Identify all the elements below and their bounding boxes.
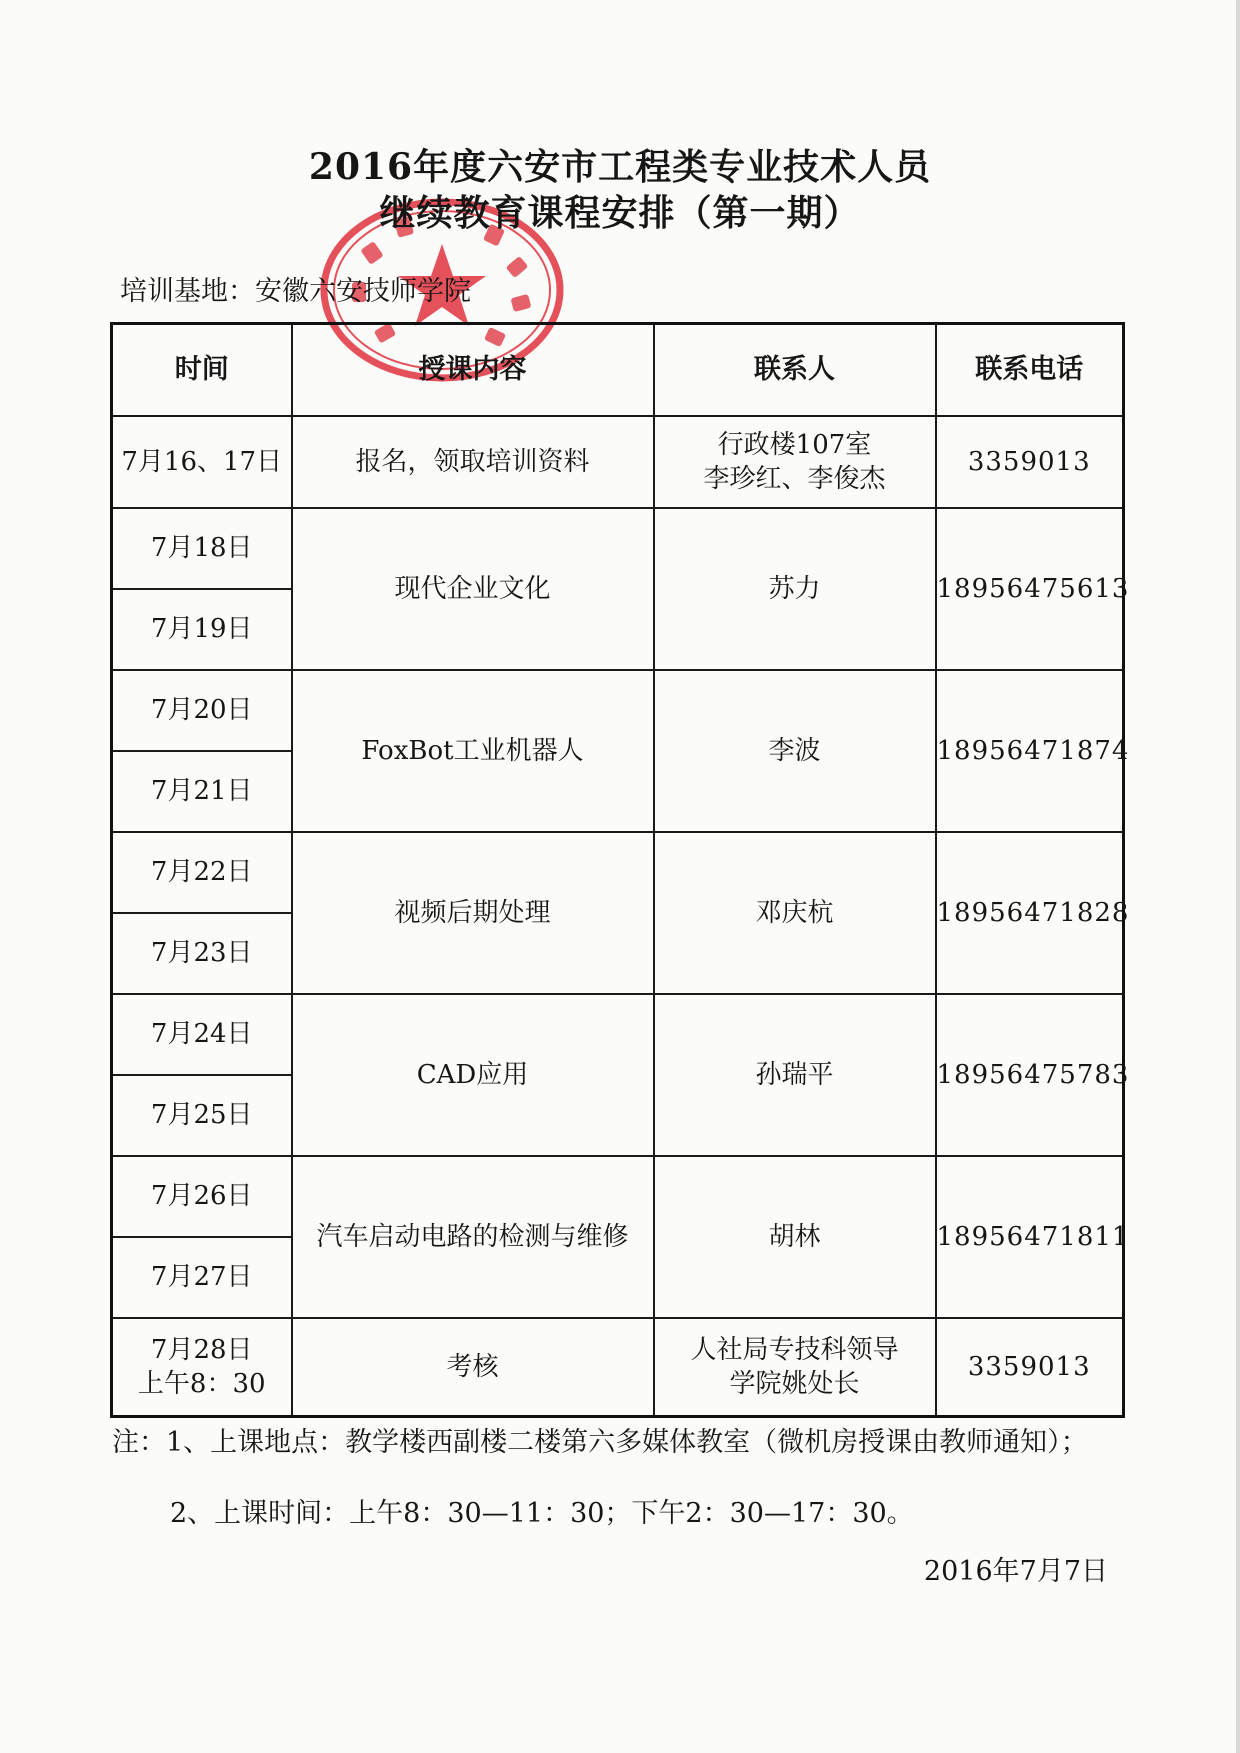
contact-cell: 孙瑞平 [654,994,936,1156]
date-cell: 7月23日 [112,913,292,994]
phone-cell: 18956475613 [936,508,1124,670]
table-row [112,670,1124,751]
contact-cell: 苏力 [654,508,936,670]
table-row [112,1156,1124,1237]
contact-cell [654,1318,936,1417]
phone-cell: 18956475783 [936,994,1124,1156]
date-cell: 7月25日 [112,1075,292,1156]
table-row [112,508,1124,589]
date-cell: 7月19日 [112,589,292,670]
note-time: 2、上课时间：上午8：30—11：30；下午2：30—17：30。 [170,1498,914,1529]
course-cell: 视频后期处理 [292,832,654,994]
date-cell [112,1318,292,1417]
contact-line: 李珍红、李俊杰 [703,463,886,494]
date-cell: 7月27日 [112,1237,292,1318]
phone-cell: 3359013 [936,416,1124,508]
date-cell: 7月22日 [112,832,292,913]
document-title-line1: 2016年度六安市工程类专业技术人员 [308,146,932,188]
date-cell: 7月16、17日 [112,416,292,508]
course-cell: 报名，领取培训资料 [292,416,654,508]
date-cell: 7月18日 [112,508,292,589]
header-phone: 联系电话 [936,324,1124,416]
course-cell: CAD应用 [292,994,654,1156]
note-location: 注：1、上课地点：教学楼西副楼二楼第六多媒体教室（微机房授课由教师通知）； [112,1427,1088,1458]
contact-cell: 邓庆杭 [654,832,936,994]
header-contact: 联系人 [654,324,936,416]
date-line: 7月28日 [150,1334,253,1365]
phone-cell: 18956471874 [936,670,1124,832]
page-edge [1236,0,1240,1753]
contact-line: 学院姚处长 [729,1368,860,1399]
phone-cell: 18956471828 [936,832,1124,994]
phone-cell: 3359013 [936,1318,1124,1417]
date-cell: 7月21日 [112,751,292,832]
contact-cell: 李波 [654,670,936,832]
training-base: 培训基地：安徽六安技师学院 [120,276,471,307]
table-row [112,994,1124,1075]
table-row [112,416,1124,508]
course-schedule-table [110,322,1130,1418]
table-row [112,1318,1124,1417]
date-cell: 7月26日 [112,1156,292,1237]
issue-date: 2016年7月7日 [923,1556,1108,1587]
document-title-line2: 继续教育课程安排（第一期） [379,192,861,234]
course-cell: FoxBot工业机器人 [292,670,654,832]
header-row [112,324,1124,416]
phone-cell: 18956471811 [936,1156,1124,1318]
time-line: 上午8：30 [137,1368,266,1399]
date-cell: 7月20日 [112,670,292,751]
course-cell: 考核 [292,1318,654,1417]
contact-line: 人社局专技科领导 [690,1334,899,1365]
contact-cell [654,416,936,508]
contact-line: 行政楼107室 [717,429,872,460]
course-cell: 汽车启动电路的检测与维修 [292,1156,654,1318]
header-content: 授课内容 [292,324,654,416]
contact-cell: 胡林 [654,1156,936,1318]
table-row [112,832,1124,913]
date-cell: 7月24日 [112,994,292,1075]
header-time: 时间 [112,324,292,416]
course-cell: 现代企业文化 [292,508,654,670]
